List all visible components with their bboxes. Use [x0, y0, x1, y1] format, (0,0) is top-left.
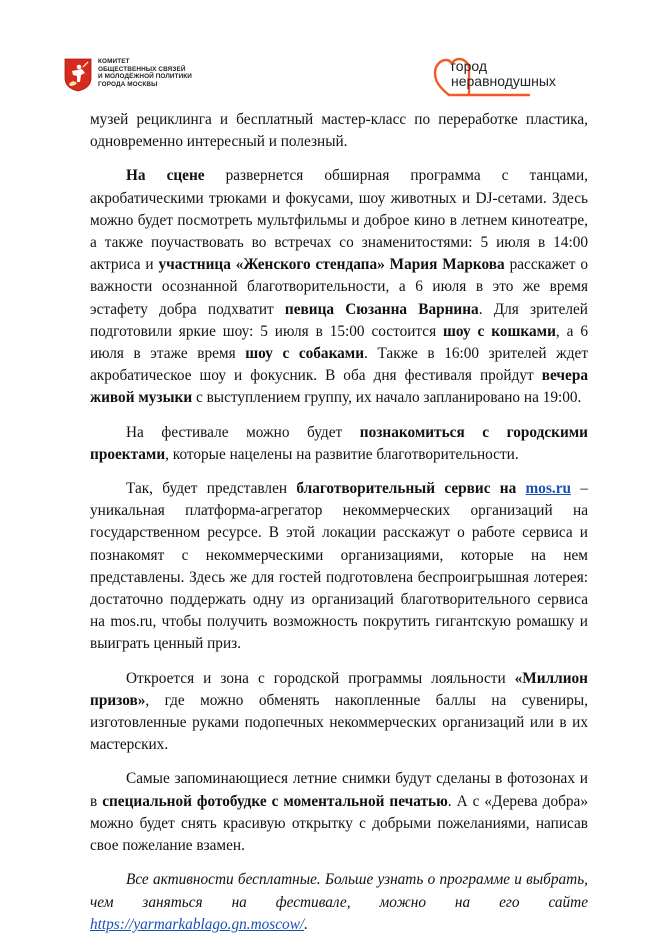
bold-run: певица Сюзанна Варнина	[284, 300, 479, 318]
committee-line: ГОРОДА МОСКВЫ	[98, 80, 158, 88]
text-run: . Для зрителей подготовили яркие шоу: 5 июля в 15:00 состоится	[90, 300, 588, 340]
city-logo-text	[451, 59, 556, 88]
bold-run: благотворительный сервис на	[296, 480, 526, 498]
bold-run: шоу с кошками	[443, 322, 556, 340]
committee-line: ОБЩЕСТВЕННЫХ СВЯЗЕЙ	[98, 65, 186, 73]
committee-line: КОМИТЕТ	[98, 58, 130, 65]
text-run: Так, будет представлен	[126, 480, 297, 498]
mos-ru-link[interactable]: mos.ru	[525, 480, 572, 498]
text-run: развернется обширная программа с танцами, акробатическими трюками и фокусами, шоу животных и DJ-сетами. Здесь можно будет посмотреть мультфильмы и доброе кино в летнем кинотеатре, а также поучаствовать во встречах со знаменитостями: 5 июля в 14:00 актриса и	[90, 167, 588, 274]
text-run: , где можно обменять накопленные баллы на сувениры, изготовленные руками подопечных некоммерческих организаций или в их мастерских.	[90, 691, 588, 754]
paragraph-free-activities	[90, 869, 588, 936]
city-logo-line: город	[451, 58, 488, 74]
paragraph-city-projects	[90, 422, 588, 466]
text-run: .	[304, 915, 308, 933]
bold-run: участница «Женского стендапа» Мария Маркова	[158, 256, 505, 274]
bold-run: шоу с собаками	[245, 345, 365, 363]
text-run: с выступлением группу, их начало запланировано на 19:00.	[192, 389, 582, 407]
committee-logo	[64, 58, 192, 92]
bold-run: «Миллион призов»	[90, 669, 588, 709]
text-run: , которые нацелены на развитие благотворительности.	[165, 445, 519, 463]
page-header	[0, 0, 650, 110]
paragraph-loyalty-program	[90, 668, 588, 757]
committee-name	[98, 58, 192, 88]
article-body	[90, 109, 588, 948]
bold-run: вечера живой музыки	[90, 367, 588, 407]
text-run: . А с «Дерева добра» можно будет снять красивую открытку с добрыми пожеланиями, написав свое пожелание взамен.	[90, 792, 588, 855]
paragraph-photo-zones	[90, 768, 588, 857]
text-run: расскажет о важности осознанной благотворительности, а 6 июля в это же время эстафету добра подхватит	[90, 256, 589, 318]
text-run: Откроется и зона с городской программы лояльности	[126, 669, 515, 687]
festival-site-link[interactable]: https://yarmarkablago.gn.moscow/	[90, 915, 305, 933]
text-run: На фестивале можно будет	[126, 423, 360, 441]
bold-run: На сцене	[126, 167, 205, 185]
bold-run: познакомиться с городскими проектами	[90, 423, 588, 463]
paragraph-charity-service	[90, 478, 588, 656]
text-run: – уникальная платформа-агрегатор некоммерческих организаций на государственном ресурсе. В этой локации расскажут о работе сервиса и познакомят с некоммерческими организациями, которые на нем представлены. Здесь же для гостей подготовлена беспроигрышная лотерея: достаточно поддержать одну из организаций благотворительного сервиса на mos.ru, чтобы получить возможность покрутить гигантскую ромашку и выиграть ценный приз.	[90, 480, 588, 653]
text-run: Самые запоминающиеся летние снимки будут сделаны в фотозонах и в	[90, 770, 588, 810]
committee-line: И МОЛОДЁЖНОЙ ПОЛИТИКИ	[98, 73, 193, 81]
paragraph-recycling	[90, 109, 588, 153]
text-run: Все активности бесплатные. Больше узнать о программе и выбрать, чем заняться на фестивале, можно на его сайте	[90, 871, 588, 911]
paragraph-stage	[90, 165, 588, 409]
bold-run: специальной фотобудке с моментальной печатью	[102, 792, 448, 810]
text-run: . Также в 16:00 зрителей ждет акробатическое шоу и фокусник. В оба дня фестиваля пройдут	[90, 345, 589, 385]
moscow-coat-of-arms-icon	[64, 58, 92, 92]
text-run: , а 6 июля в этаже время	[90, 322, 588, 363]
city-logo-line: неравнодушных	[451, 72, 556, 89]
text-run: музей рециклинга и бесплатный мастер-класс по переработке пластика, одновременно интересный и полезный.	[90, 111, 588, 151]
